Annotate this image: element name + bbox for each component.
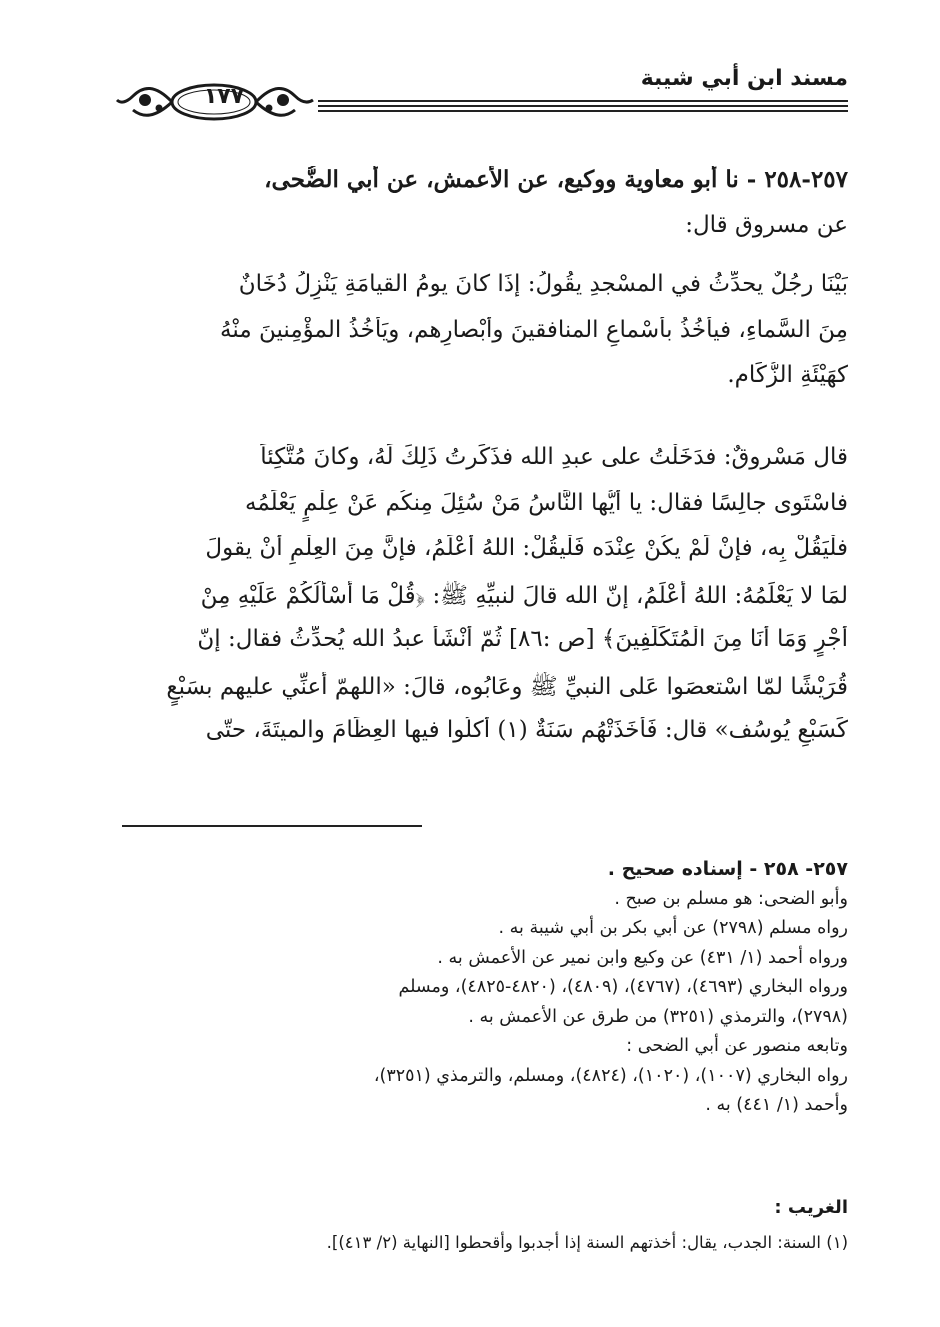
text-line: عن مسروق قال: xyxy=(685,211,848,238)
note-line: وأبو الضحى: هو مسلم بن صبح . xyxy=(614,888,848,909)
text-line: قُرَيْشًا لمّا اسْتعصَوا عَلى النبيِّ ﷺ وعَابُوه، قالَ: «اللهمّ أعنِّي عليهم بسَبْعٍ xyxy=(166,673,848,700)
text-line: لمَا لا يَعْلَمُهُ: اللهُ أعْلَمُ، إنّ الله قالَ لنبيِّهِ ﷺ: ﴿قُلْ مَا أَسْأَلُكُمْ عَلَيْهِ مِنْ xyxy=(200,582,848,609)
header-rule xyxy=(318,100,848,122)
note-line: رواه البخاري (١٠٠٧)، (١٠٢٠)، (٤٨٢٤)، ومسلم، والترمذي (٣٢٥١)، xyxy=(373,1065,848,1086)
note-line: ورواه أحمد (١/ ٤٣١) عن وكيع وابن نمير عن الأعمش به . xyxy=(437,947,848,968)
note-line: رواه مسلم (٢٧٩٨) عن أبي بكر بن أبي شيبة به . xyxy=(498,918,848,938)
book-title: مسند ابن أبي شيبة xyxy=(640,66,848,91)
glossary-note: (١) السنة: الجدب، يقال: أخذتهم السنة إذا أجدبوا وأقحطوا [النهاية (٢/ ٤١٣)]. xyxy=(326,1233,848,1252)
hadith-paragraph-1 xyxy=(116,271,848,408)
note-line: وأحمد (١/ ٤٤١) به . xyxy=(705,1095,848,1115)
text-line: فلْيَقُلْ بِه، فإنْ لَمْ يكُنْ عِنْدَه فَلْيقُلْ: اللهُ أعْلَمُ، فإنَّ مِنَ العِلْمِ أنْ يقولَ xyxy=(205,535,848,561)
glossary-title: الغريب : xyxy=(774,1197,848,1218)
hadith-text xyxy=(116,166,848,257)
text-line: كَسَبْعِ يُوسُف» قال: فَأخَذَتْهُم سَنَةٌ (١) أكلُوا فيها العِظَامَ والميتَةَ، حتّى xyxy=(205,717,848,743)
footnote-divider xyxy=(122,825,422,827)
text-line: كهَيْئَةِ الزُّكَام. xyxy=(727,362,848,388)
note-line: ورواه البخاري (٤٦٩٣)، (٤٧٦٧)، (٤٨٠٩)، (٤٨٢٠-٤٨٢٥)، ومسلم xyxy=(398,977,848,997)
page-number: ١٧٧ xyxy=(203,84,245,109)
notes-heading: ٢٥٧- ٢٥٨ - إسناده صحيح . xyxy=(607,858,848,880)
hadith-paragraph-2 xyxy=(116,444,848,763)
text-line: ٢٥٧-٢٥٨ - نا أبو معاوية ووكيع، عن الأعمش، عن أبي الضُّحى، xyxy=(264,166,848,193)
text-line: أَجْرٍ وَمَا أَنَا مِنَ الْمُتَكَلِّفِينَ﴾ [ص :٨٦] ثُمّ أنْشَأَ عبدُ الله يُحدِّثُ فقال: إنّ xyxy=(197,626,848,652)
takhrij-notes xyxy=(116,855,848,1121)
text-line: قال مَسْروقٌ: فدَخَلْتُ على عبدِ الله فذَكَرتُ ذَلِكَ لَهُ، وكانَ مُتَّكِئاً xyxy=(260,444,848,470)
text-line: مِنَ السَّماءِ، فيأْخُذُ بأسْماعِ المنافقينَ وأبْصارِهم، ويَأخُذُ المؤْمِنينَ منْهُ xyxy=(220,316,848,343)
note-line: (٢٧٩٨)، والترمذي (٣٢٥١) من طرق عن الأعمش به . xyxy=(468,1006,848,1027)
text-line: فاسْتَوى جالِسًا فقال: يا أيُّها النَّاسُ مَنْ سُئِلَ مِنكُم عَنْ عِلْمٍ يَعْلَمُه xyxy=(245,489,848,516)
text-line: بَيْنَا رجُلٌ يحدِّثُ في المسْجدِ يقُولُ: إذَا كانَ يومُ القيامَةِ يَنْزِلُ دُخَانٌ xyxy=(238,271,848,297)
note-line: وتابعه منصور عن أبي الضحى : xyxy=(626,1036,848,1056)
